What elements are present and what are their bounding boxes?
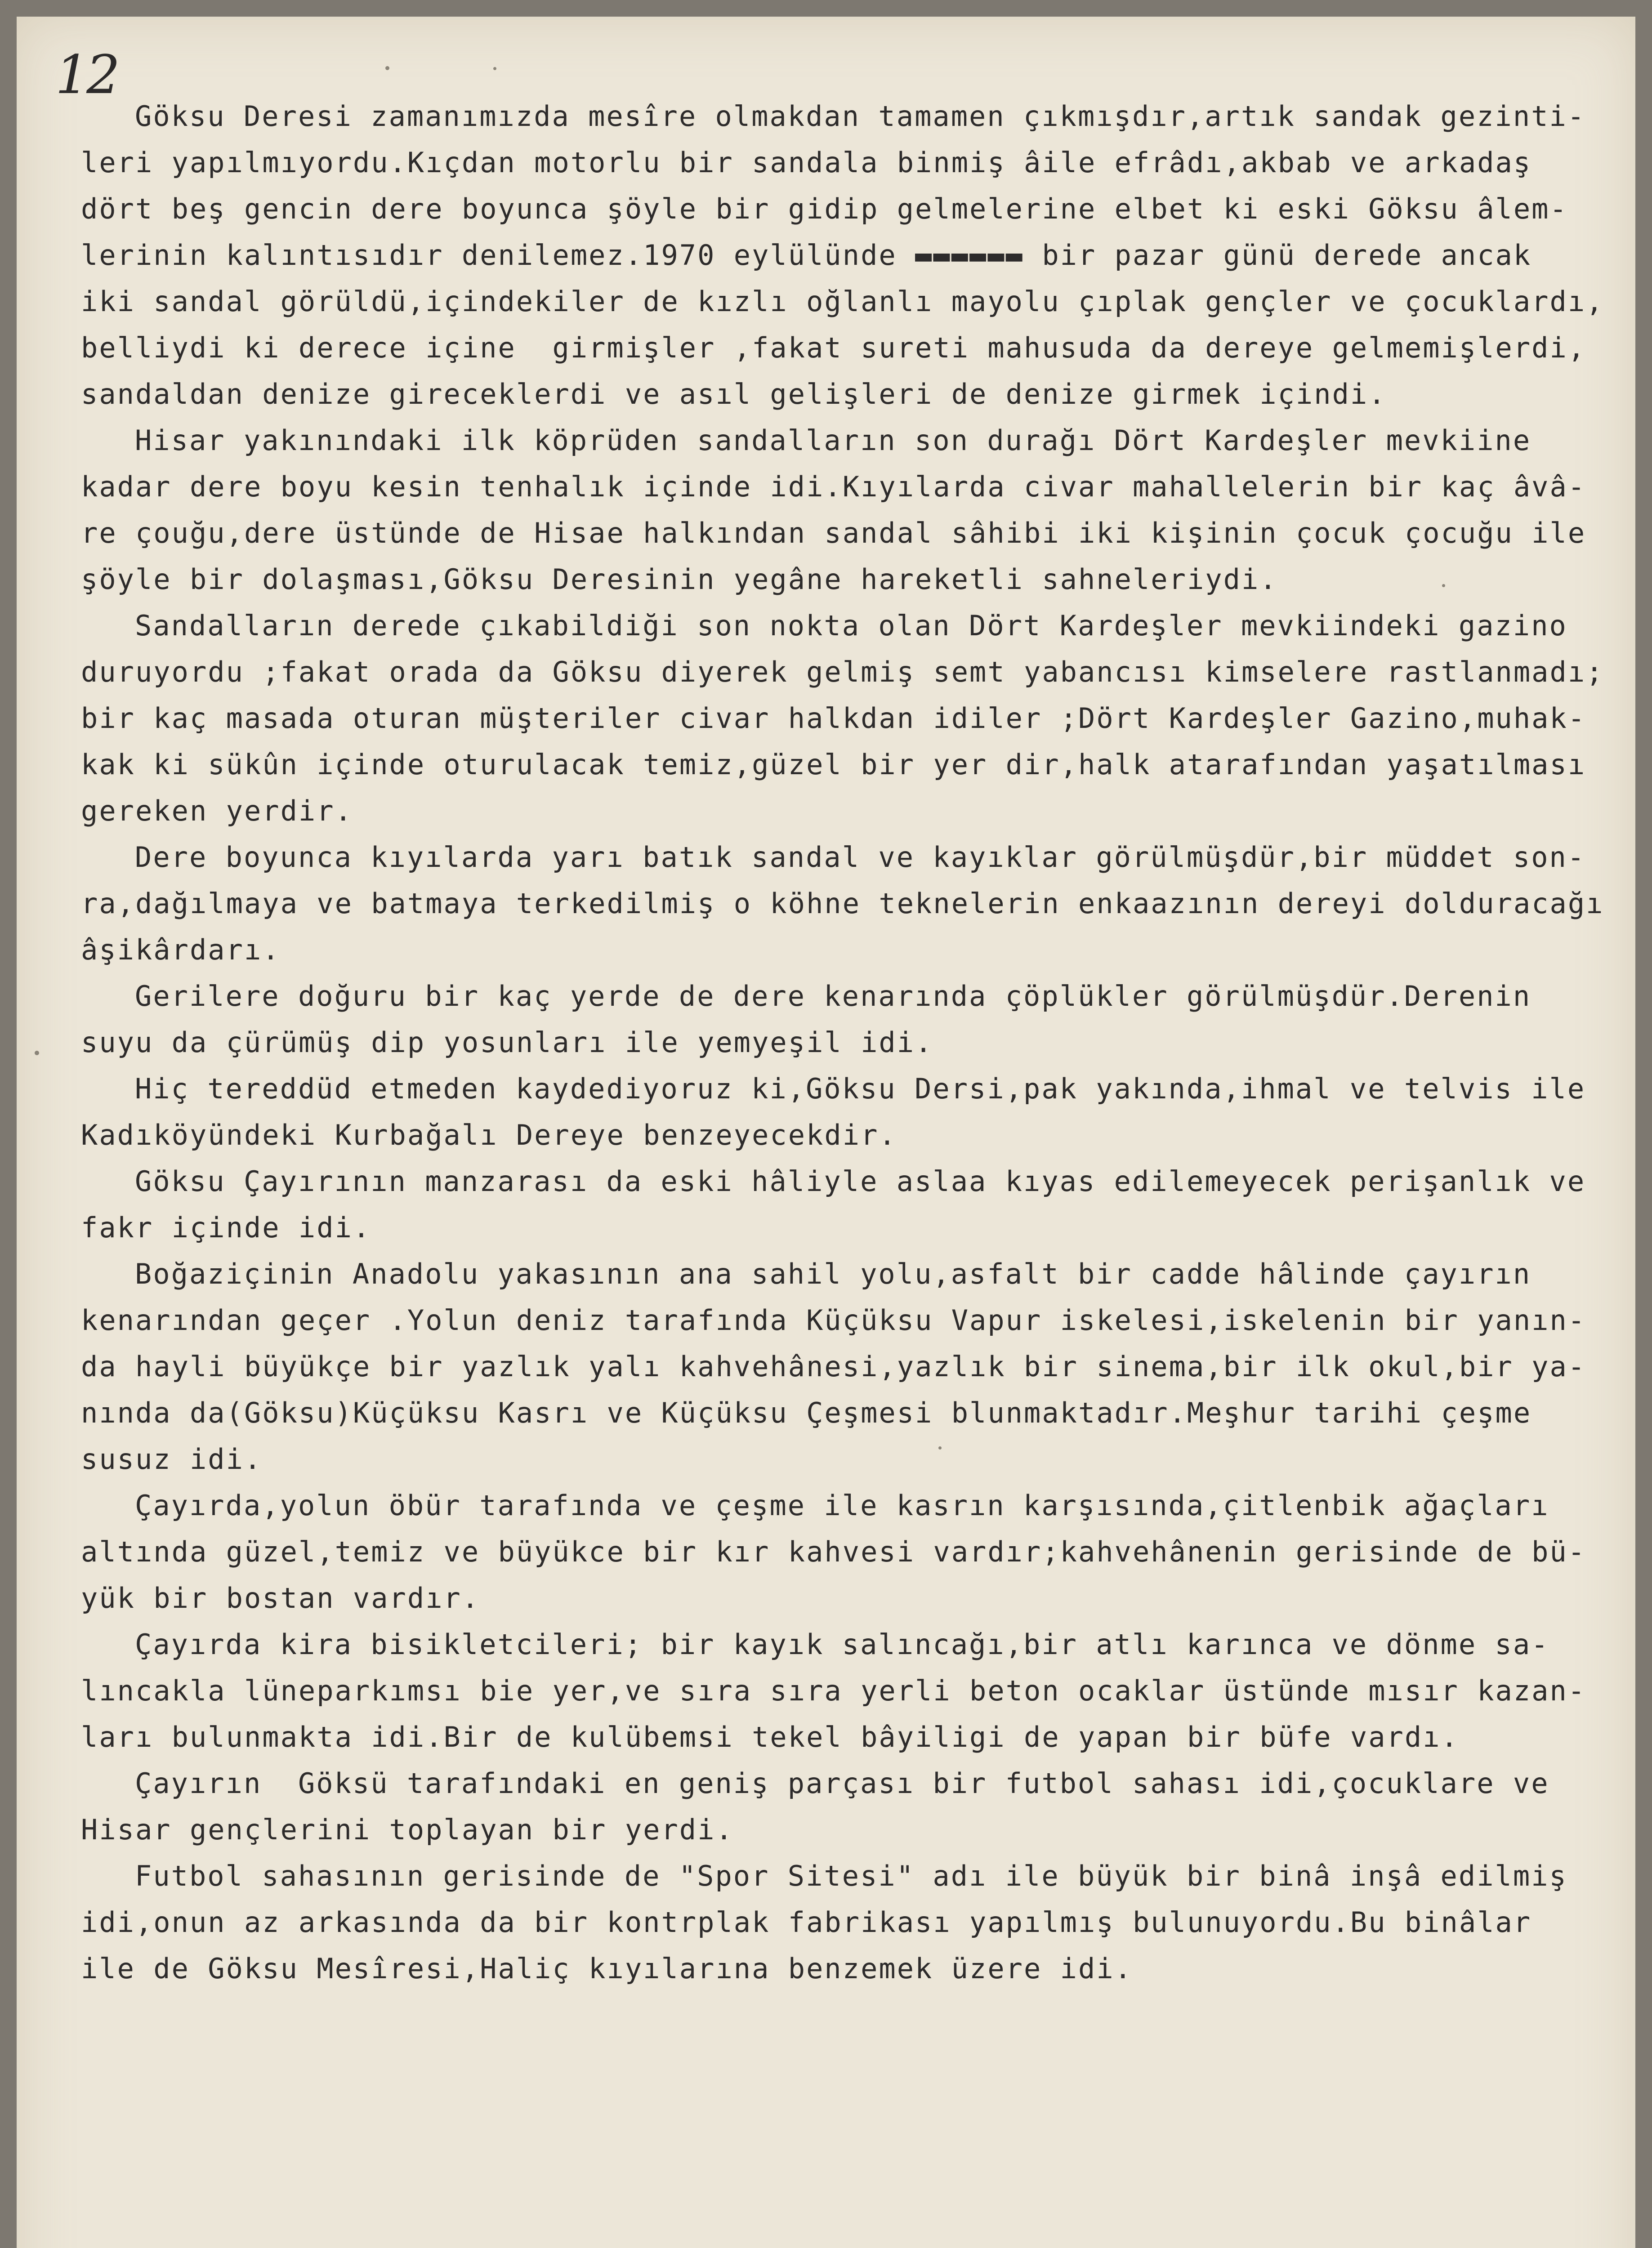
text-line: gereken yerdir. <box>81 794 353 827</box>
text-line: Futbol sahasının gerisinde de "Spor Sitesi" adı ile büyük bir binâ inşâ edilmiş <box>135 1860 1567 1892</box>
text-line: kadar dere boyu kesin tenhalık içinde idi.Kıyılarda civar mahallelerin bir kaç âvâ- <box>81 470 1586 503</box>
text-line: yük bir bostan vardır. <box>81 1582 480 1615</box>
text-line: lerinin kalıntısıdır denilemez.1970 eylülünde ▬▬▬▬▬▬ bir pazar günü derede ancak <box>81 239 1532 272</box>
text-line: âşikârdarı. <box>81 933 281 966</box>
body-text <box>81 93 1604 1992</box>
text-line: şöyle bir dolaşması,Göksu Deresinin yegâne hareketli sahneleriydi. <box>81 563 1278 596</box>
text-line: Hiç tereddüd etmeden kaydediyoruz ki,Göksu Dersi,pak yakında,ihmal ve telvis ile <box>135 1072 1586 1105</box>
text-line: leri yapılmıyordu.Kıçdan motorlu bir sandala binmiş âile efrâdı,akbab ve arkadaş <box>81 146 1532 179</box>
text-line: da hayli büyükçe bir yazlık yalı kahvehânesi,yazlık bir sinema,bir ilk okul,bir ya- <box>81 1350 1586 1383</box>
text-line: Göksu Deresi zamanımızda mesîre olmakdan tamamen çıkmışdır,artık sandak gezinti- <box>135 100 1586 133</box>
text-line: nında da(Göksu)Küçüksu Kasrı ve Küçüksu Çeşmesi blunmaktadır.Meşhur tarihi çeşme <box>81 1396 1532 1429</box>
text-line: bir kaç masada oturan müşteriler civar halkdan idiler ;Dört Kardeşler Gazino,muhak- <box>81 702 1586 735</box>
text-line: Çayırda,yolun öbür tarafında ve çeşme ile kasrın karşısında,çitlenbik ağaçları <box>135 1489 1549 1522</box>
text-line: Çayırda kira bisikletcileri; bir kayık salıncağı,bir atlı karınca ve dönme sa- <box>135 1628 1549 1661</box>
text-line: ile de Göksu Mesîresi,Haliç kıyılarına benzemek üzere idi. <box>81 1952 1133 1985</box>
text-line: kenarından geçer .Yolun deniz tarafında Küçüksu Vapur iskelesi,iskelenin bir yanın- <box>81 1304 1586 1337</box>
text-line: ra,dağılmaya ve batmaya terkedilmiş o köhne teknelerin enkaazının dereyi dolduracağı <box>81 887 1604 920</box>
text-line: kak ki sükûn içinde oturulacak temiz,güzel bir yer dir,halk atarafından yaşatılması <box>81 748 1586 781</box>
text-line: suyu da çürümüş dip yosunları ile yemyeşil idi. <box>81 1026 933 1059</box>
paper-speck <box>35 1051 39 1055</box>
text-line: lıncakla lüneparkımsı bie yer,ve sıra sıra yerli beton ocaklar üstünde mısır kazan- <box>81 1674 1586 1707</box>
text-line: Boğaziçinin Anadolu yakasının ana sahil yolu,asfalt bir cadde hâlinde çayırın <box>135 1258 1531 1290</box>
text-line: duruyordu ;fakat orada da Göksu diyerek gelmiş semt yabancısı kimselere rastlanmadı; <box>81 656 1604 688</box>
text-line: Çayırın Göksü tarafındaki en geniş parçası bir futbol sahası idi,çocuklare ve <box>135 1767 1549 1800</box>
text-line: iki sandal görüldü,içindekiler de kızlı oğlanlı mayolu çıplak gençler ve çocuklardı, <box>81 285 1604 318</box>
text-line: belliydi ki derece içine girmişler ,fakat sureti mahusuda da dereye gelmemişlerdi, <box>81 331 1586 364</box>
paper-speck <box>493 67 496 70</box>
typewritten-page <box>17 17 1635 2248</box>
text-line: susuz idi. <box>81 1443 263 1476</box>
text-line: sandaldan denize gireceklerdi ve asıl gelişleri de denize girmek içindi. <box>81 378 1387 410</box>
text-line: altında güzel,temiz ve büyükce bir kır kahvesi vardır;kahvehânenin gerisinde de bü- <box>81 1535 1586 1568</box>
text-line: idi,onun az arkasında da bir kontrplak fabrikası yapılmış bulunuyordu.Bu binâlar <box>81 1906 1532 1939</box>
text-line: Hisar yakınındaki ilk köprüden sandalların son durağı Dört Kardeşler mevkiine <box>135 424 1531 457</box>
text-line: Göksu Çayırının manzarası da eski hâliyle aslaa kıyas edilemeyecek perişanlık ve <box>135 1165 1586 1198</box>
text-line: re çouğu,dere üstünde de Hisae halkından sandal sâhibi iki kişinin çocuk çocuğu ile <box>81 517 1586 549</box>
text-line: Hisar gençlerini toplayan bir yerdi. <box>81 1813 734 1846</box>
text-line: Gerilere doğuru bir kaç yerde de dere kenarında çöplükler görülmüşdür.Derenin <box>135 980 1531 1012</box>
text-line: ları bulunmakta idi.Bir de kulübemsi tekel bâyiligi de yapan bir büfe vardı. <box>81 1721 1459 1753</box>
paper-speck <box>385 66 389 70</box>
text-line: fakr içinde idi. <box>81 1211 371 1244</box>
text-line: dört beş gencin dere boyunca şöyle bir gidip gelmelerine elbet ki eski Göksu âlem- <box>81 192 1568 225</box>
text-line: Dere boyunca kıyılarda yarı batık sandal ve kayıklar görülmüşdür,bir müddet son- <box>135 841 1586 874</box>
page-number: 12 <box>55 44 118 106</box>
text-line: Sandalların derede çıkabildiği son nokta olan Dört Kardeşler mevkiindeki gazino <box>135 609 1567 642</box>
text-line: Kadıköyündeki Kurbağalı Dereye benzeyecekdir. <box>81 1119 897 1151</box>
